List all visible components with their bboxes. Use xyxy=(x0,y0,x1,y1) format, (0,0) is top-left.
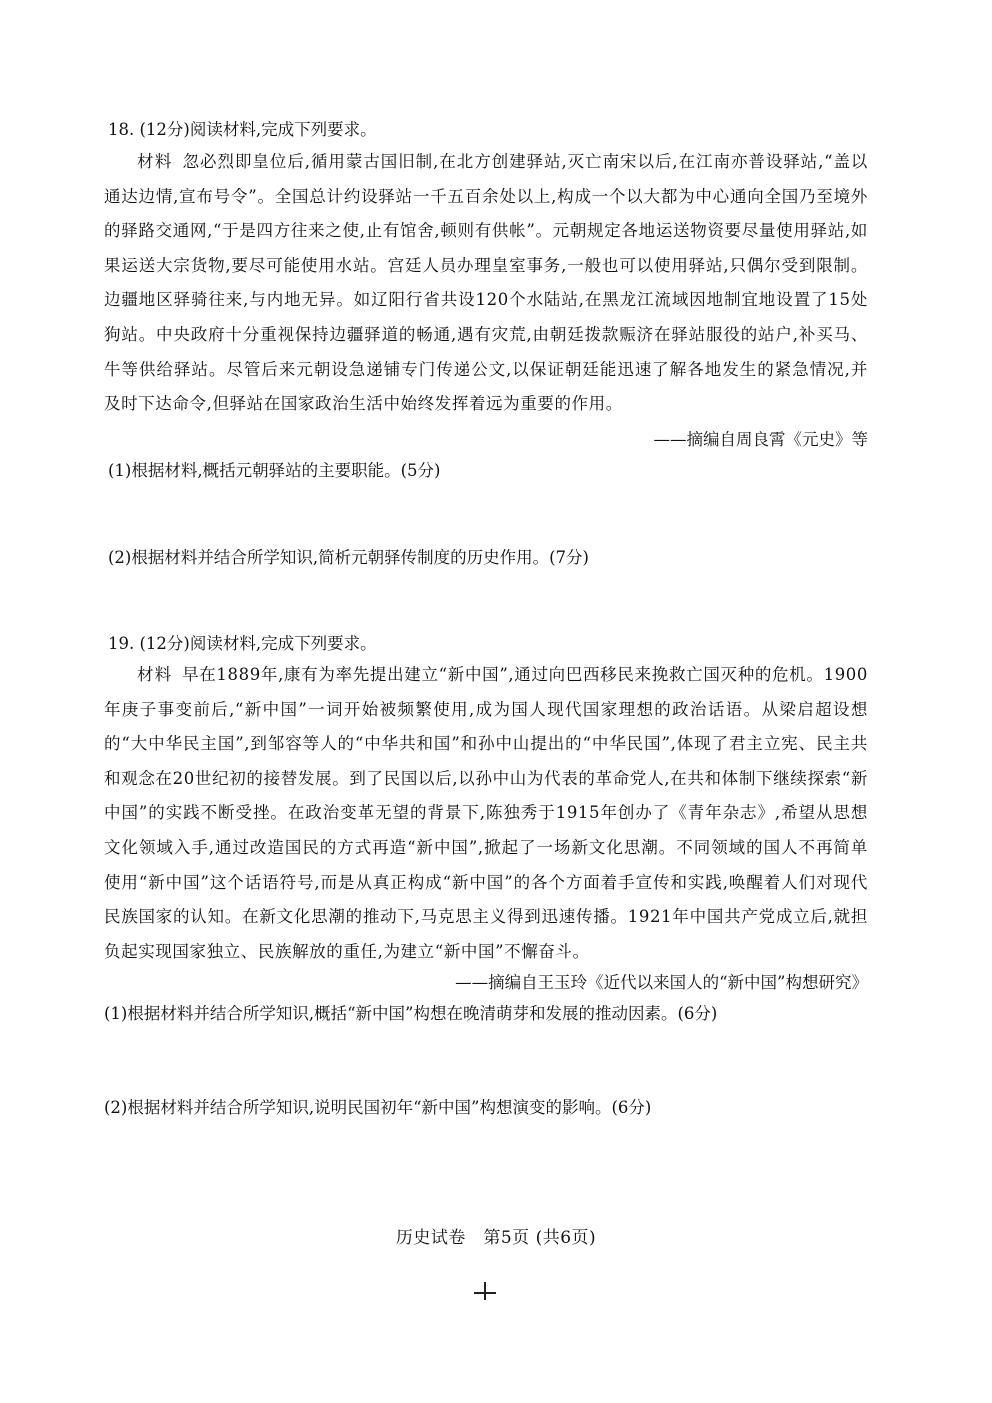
q18-material-text: 忽必烈即皇位后,循用蒙古国旧制,在北方创建驿站,灭亡南宋以后,在江南亦普设驿站,“盖以通达边情,宣布号令”。全国总计约设驿站一千五百余处以上,构成一个以大都为中心通向全国乃至境外的驿路交通网,“于是四方往来之使,止有馆舍,顿则有供帐”。元朝规定各地运送物资要尽量使用驿站,如果运送大宗货物,要尽可能使用水站。宫廷人员办理皇室事务,一般也可以使用驿站,只偶尔受到限制。边疆地区驿骑往来,与内地无异。如辽阳行省共设120个水陆站,在黑龙江流域因地制宜地设置了15处狗站。中央政府十分重视保持边疆驿道的畅通,遇有灾荒,由朝廷拨款赈济在驿站服役的站户,补买马、牛等供给驿站。尽管后来元朝设急递铺专门传递公文,以保证朝廷能迅速了解各地发生的紧急情况,并及时下达命令,但驿站在国家政治生活中始终发挥着远为重要的作用。 xyxy=(104,152,869,414)
q19-sub-question-2: (2)根据材料并结合所学知识,说明民国初年“新中国”构想演变的影响。(6分) xyxy=(104,1098,652,1117)
q19-material-label: 材料 xyxy=(137,665,173,684)
q19-heading: 19. (12分)阅读材料,完成下列要求。 xyxy=(108,634,377,653)
q18-sub-question-1: (1)根据材料,概括元朝驿站的主要职能。(5分) xyxy=(108,461,441,480)
registration-mark-icon xyxy=(474,1278,496,1300)
q19-material xyxy=(104,658,868,969)
q19-material-text: 早在1889年,康有为率先提出建立“新中国”,通过向巴西移民来挽救亡国灭种的危机。1900年庚子事变前后,“新中国”一词开始被频繁使用,成为国人现代国家理想的政治话语。从梁启超设想的“大中华民主国”,到邹容等人的“中华共和国”和孙中山提出的“中华民国”,体现了君主立宪、民主共和观念在20世纪初的接替发展。到了民国以后,以孙中山为代表的革命党人,在共和体制下继续探索“新中国”的实践不断受挫。在政治变革无望的背景下,陈独秀于1915年创办了《青年杂志》,希望从思想文化领域入手,通过改造国民的方式再造“新中国”,掀起了一场新文化思潮。不同领域的国人不再简单使用“新中国”这个话语符号,而是从真正构成“新中国”的各个方面着手宣传和实践,唤醒着人们对现代民族国家的认知。在新文化思潮的推动下,马克思主义得到迅速传播。1921年中国共产党成立后,就担负起实现国家独立、民族解放的重任,为建立“新中国”不懈奋斗。 xyxy=(104,665,869,961)
q19-source: ——摘编自王玉玲《近代以来国人的“新中国”构想研究》 xyxy=(455,973,868,992)
q19-sub-question-1: (1)根据材料并结合所学知识,概括“新中国”构想在晚清萌芽和发展的推动因素。(6分) xyxy=(104,1004,718,1023)
q18-source: ——摘编自周良霄《元史》等 xyxy=(653,430,868,449)
q18-heading: 18. (12分)阅读材料,完成下列要求。 xyxy=(108,120,377,139)
q18-material-label: 材料 xyxy=(137,152,173,171)
page-footer: 历史试卷 第5页 (共6页) xyxy=(395,1228,597,1248)
q18-sub-question-2: (2)根据材料并结合所学知识,简析元朝驿传制度的历史作用。(7分) xyxy=(108,548,589,567)
q18-material xyxy=(104,145,868,422)
